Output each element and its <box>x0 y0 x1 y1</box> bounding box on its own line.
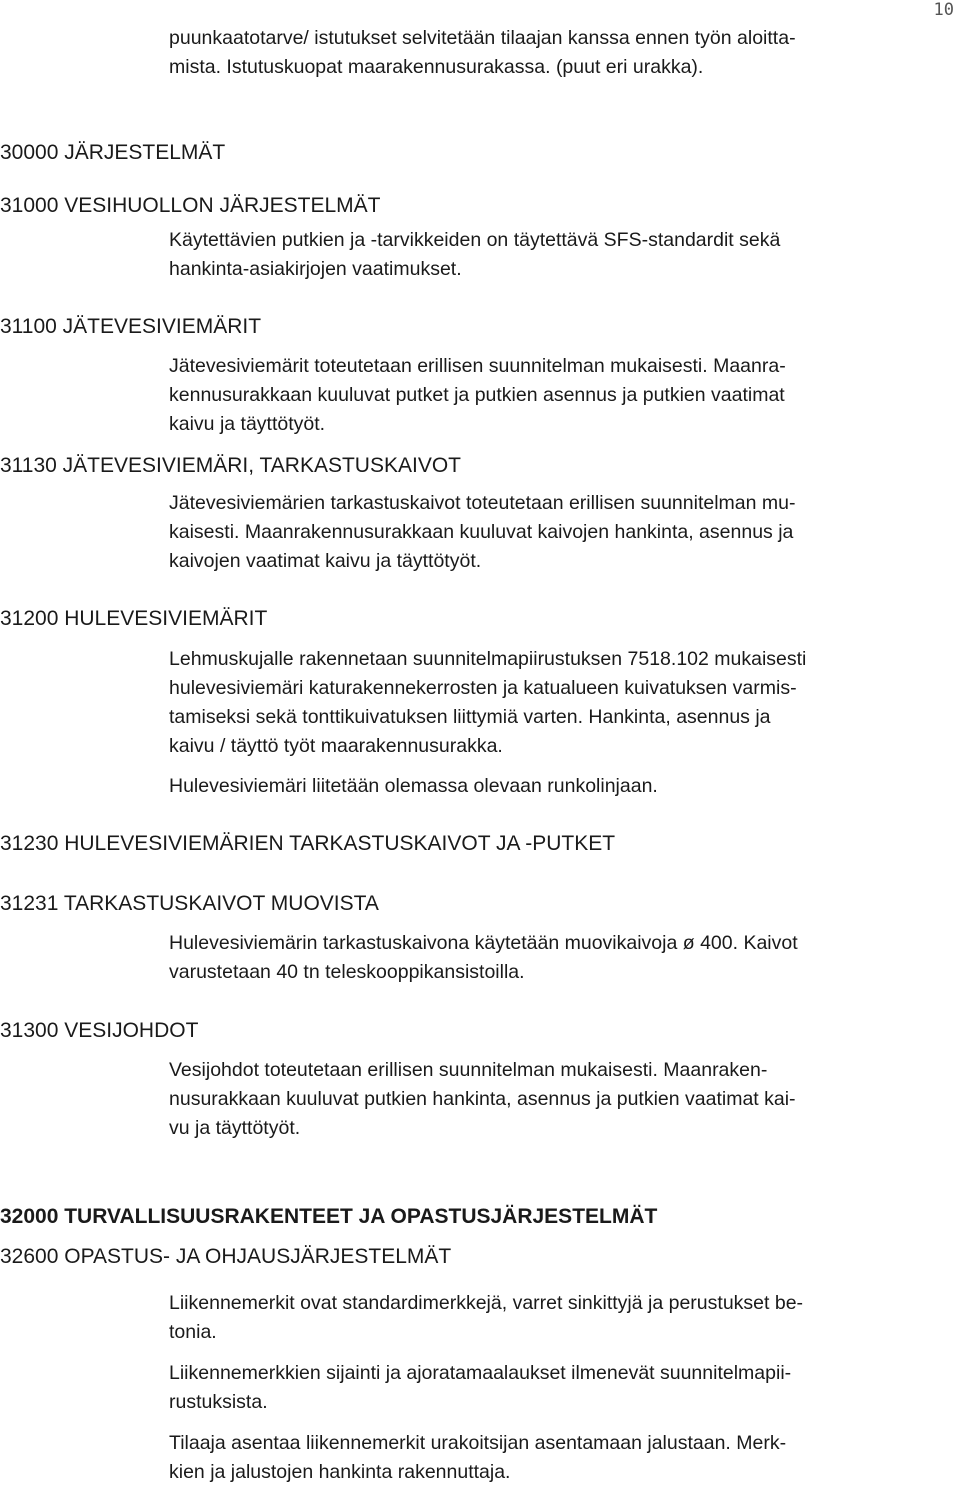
body-paragraph-p32600b <box>169 1359 791 1417</box>
paragraph-line: Käytettävien putkien ja -tarvikkeiden on täytettävä SFS-standardit sekä <box>169 229 781 251</box>
body-paragraph-p32600a <box>169 1289 803 1347</box>
body-paragraph-p32600c <box>169 1429 786 1487</box>
section-heading-h31231: 31231 TARKASTUSKAIVOT MUOVISTA <box>0 892 379 915</box>
section-heading-h30000: 30000 JÄRJESTELMÄT <box>0 141 226 164</box>
paragraph-line: kien ja jalustojen hankinta rakennuttaja. <box>169 1461 511 1483</box>
paragraph-line: Hulevesiviemäri liitetään olemassa olevaan runkolinjaan. <box>169 775 658 797</box>
paragraph-line: Vesijohdot toteutetaan erillisen suunnitelman mukaisesti. Maanraken- <box>169 1059 768 1081</box>
paragraph-line: mista. Istutuskuopat maarakennusurakassa. (puut eri urakka). <box>169 56 704 78</box>
body-paragraph-intro <box>169 24 796 82</box>
paragraph-line: kaivu ja täyttötyöt. <box>169 413 326 435</box>
paragraph-line: kaisesti. Maanrakennusurakkaan kuuluvat kaivojen hankinta, asennus ja <box>169 521 794 543</box>
paragraph-line: hankinta-asiakirjojen vaatimukset. <box>169 258 462 280</box>
body-paragraph-p31200b <box>169 772 658 801</box>
paragraph-line: Hulevesiviemärin tarkastuskaivona käytetään muovikaivoja ø 400. Kaivot <box>169 932 798 954</box>
paragraph-line: Jätevesiviemärien tarkastuskaivot toteutetaan erillisen suunnitelman mu- <box>169 492 796 514</box>
body-paragraph-p31130 <box>169 489 795 576</box>
body-paragraph-p31231 <box>169 929 798 987</box>
section-heading-h31200: 31200 HULEVESIVIEMÄRIT <box>0 607 268 630</box>
paragraph-line: kennusurakkaan kuuluvat putket ja putkien asennus ja putkien vaatimat <box>169 384 785 406</box>
paragraph-line: nusurakkaan kuuluvat putkien hankinta, asennus ja putkien vaatimat kai- <box>169 1088 796 1110</box>
page-number: 10 <box>933 0 954 20</box>
paragraph-line: Liikennemerkit ovat standardimerkkejä, varret sinkittyjä ja perustukset be- <box>169 1292 804 1314</box>
paragraph-line: varustetaan 40 tn teleskooppikansistoilla. <box>169 961 525 983</box>
paragraph-line: Liikennemerkkien sijainti ja ajoratamaalaukset ilmenevät suunnitelmapii- <box>169 1362 792 1384</box>
body-paragraph-p31100 <box>169 352 786 439</box>
paragraph-line: tamiseksi sekä tonttikuivatuksen liittymiä varten. Hankinta, asennus ja <box>169 706 771 728</box>
paragraph-line: kaivu / täyttö työt maarakennusurakka. <box>169 735 503 757</box>
paragraph-line: kaivojen vaatimat kaivu ja täyttötyöt. <box>169 550 482 572</box>
paragraph-line: Tilaaja asentaa liikennemerkit urakoitsijan asentamaan jalustaan. Merk- <box>169 1432 787 1454</box>
body-paragraph-p31300 <box>169 1056 796 1143</box>
section-heading-h31100: 31100 JÄTEVESIVIEMÄRIT <box>0 315 262 338</box>
section-heading-h31230: 31230 HULEVESIVIEMÄRIEN TARKASTUSKAIVOT JA -PUTKET <box>0 832 616 855</box>
section-heading-h31000: 31000 VESIHUOLLON JÄRJESTELMÄT <box>0 194 381 217</box>
paragraph-line: puunkaatotarve/ istutukset selvitetään tilaajan kanssa ennen työn aloitta- <box>169 27 796 49</box>
body-paragraph-p31000 <box>169 226 780 284</box>
section-heading-h31300: 31300 VESIJOHDOT <box>0 1019 199 1042</box>
paragraph-line: hulevesiviemäri katurakennekerrosten ja katualueen kuivatuksen varmis- <box>169 677 797 699</box>
section-heading-h32000: 32000 TURVALLISUUSRAKENTEET JA OPASTUSJÄRJESTELMÄT <box>0 1205 658 1228</box>
paragraph-line: tonia. <box>169 1321 217 1343</box>
section-heading-h31130: 31130 JÄTEVESIVIEMÄRI, TARKASTUSKAIVOT <box>0 454 461 477</box>
paragraph-line: Lehmuskujalle rakennetaan suunnitelmapiirustuksen 7518.102 mukaisesti <box>169 648 807 670</box>
section-heading-h32600: 32600 OPASTUS- JA OHJAUSJÄRJESTELMÄT <box>0 1245 452 1268</box>
paragraph-line: vu ja täyttötyöt. <box>169 1117 301 1139</box>
body-paragraph-p31200a <box>169 645 806 761</box>
paragraph-line: Jätevesiviemärit toteutetaan erillisen suunnitelman mukaisesti. Maanra- <box>169 355 786 377</box>
paragraph-line: rustuksista. <box>169 1391 268 1413</box>
